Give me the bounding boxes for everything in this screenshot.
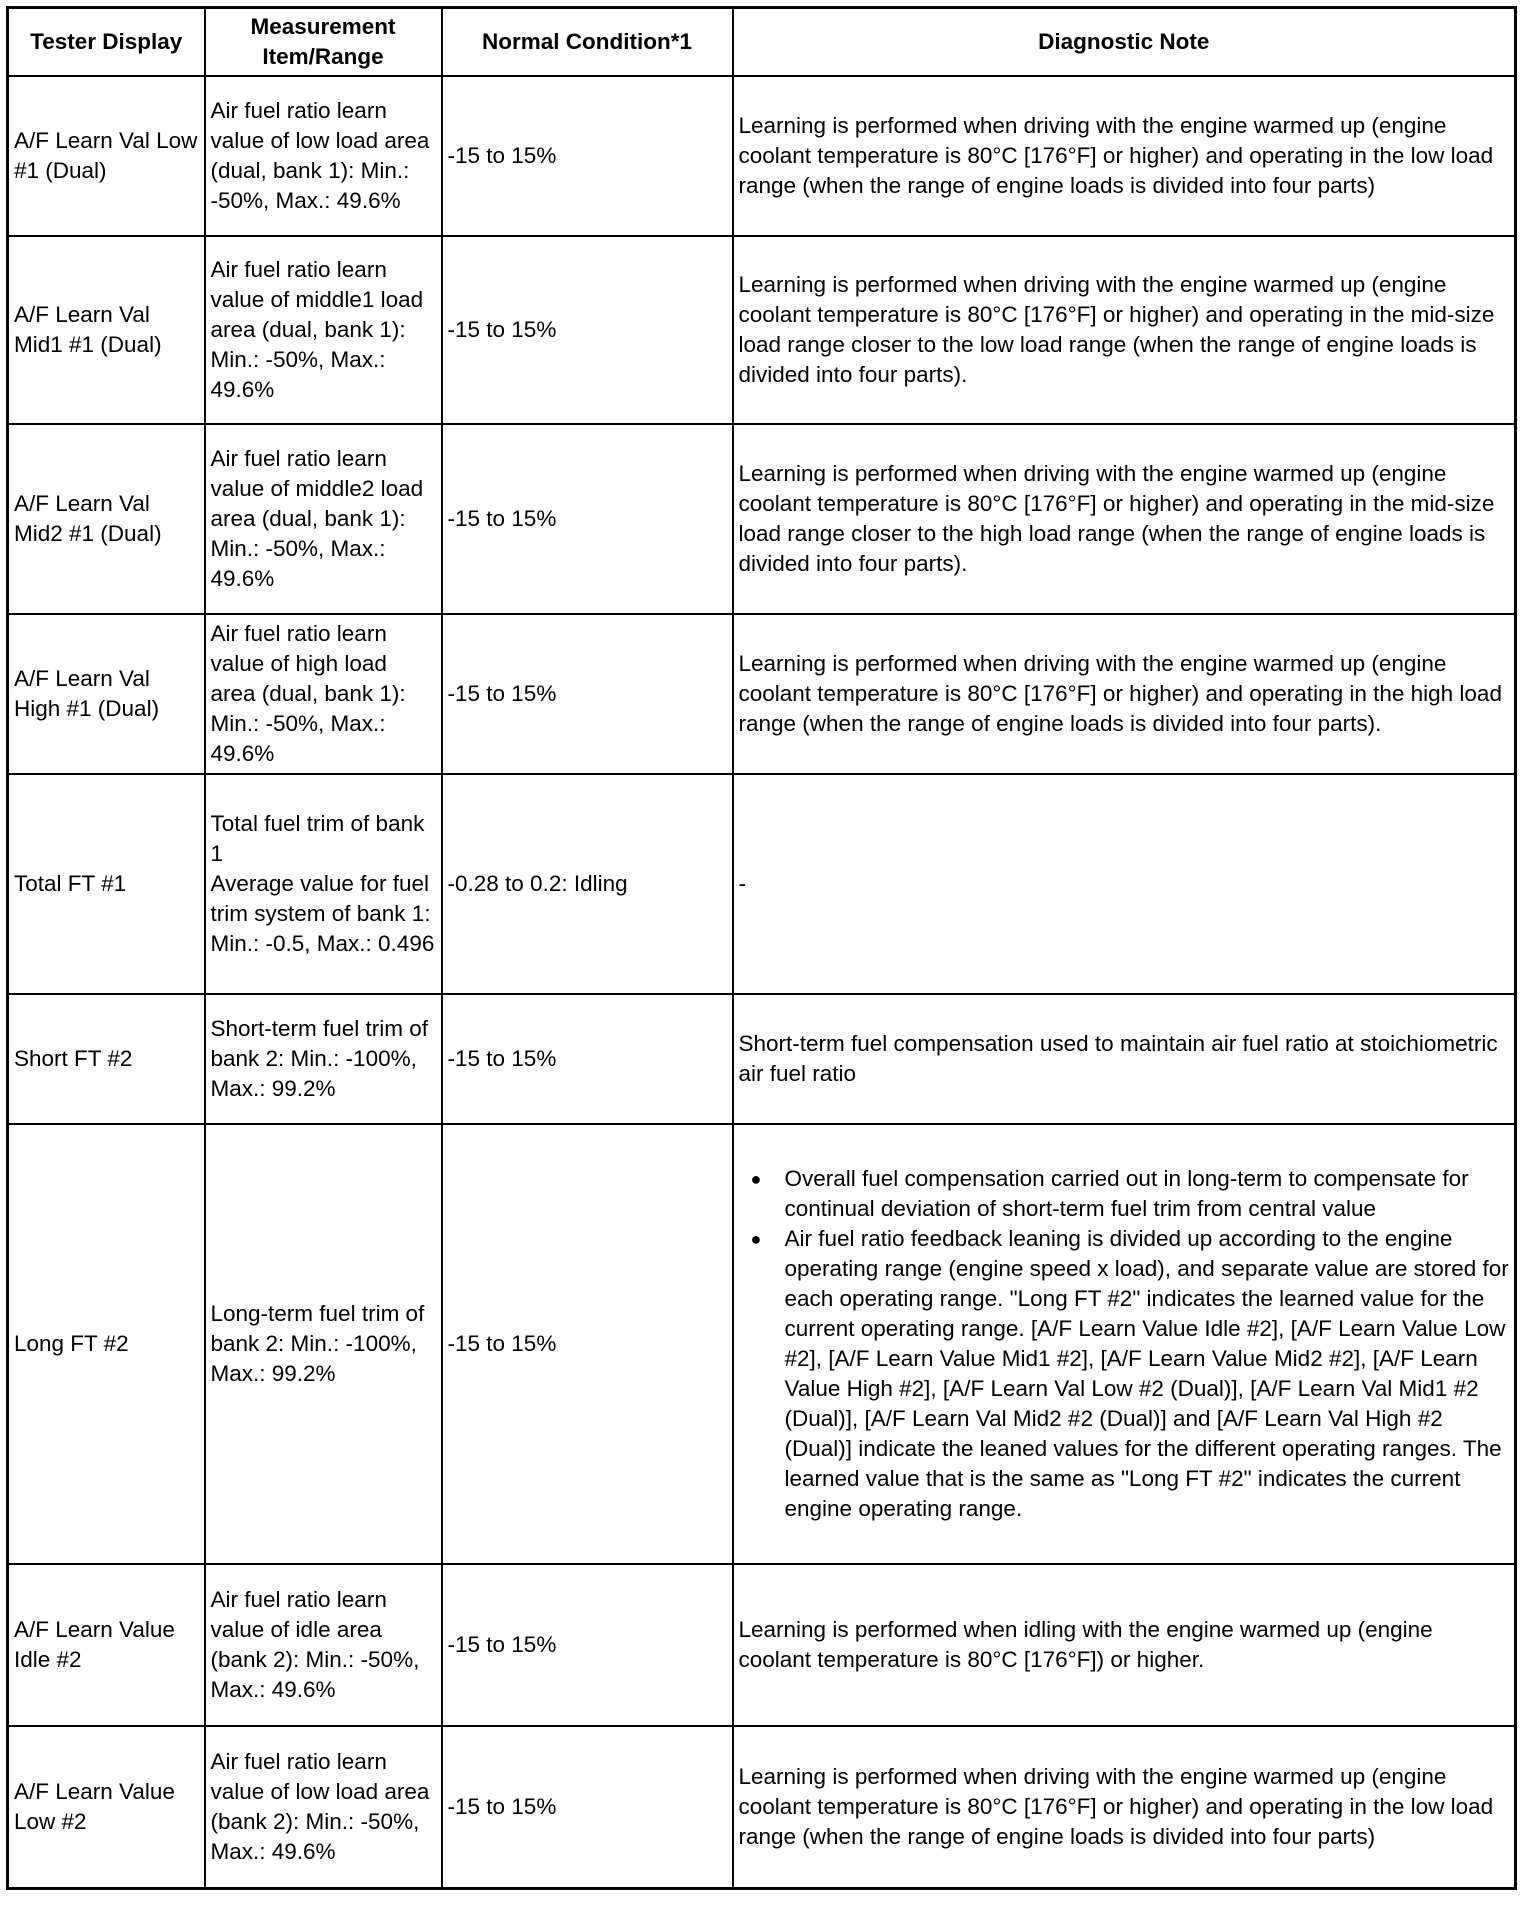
cell-normal-condition: -0.28 to 0.2: Idling [442,774,733,994]
cell-diagnostic-note: Learning is performed when driving with the engine warmed up (engine coolant temperature is 80°C [176°F] or higher) and operating in the mid-size load range closer to the low load range (when the range of engine loads is divided into four parts). [733,236,1516,424]
diagnostic-note-list [739,1164,1510,1524]
cell-diagnostic-note: - [733,774,1516,994]
list-item-text: Overall fuel compensation carried out in long-term to compensate for continual deviation of short-term fuel trim from central value [784,1166,1469,1221]
cell-normal-condition: -15 to 15% [442,1726,733,1888]
cell-normal-condition: -15 to 15% [442,994,733,1124]
item-line: Total fuel trim of bank 1 [210,811,425,866]
cell-diagnostic-note: Learning is performed when driving with the engine warmed up (engine coolant temperature is 80°C [176°F] or higher) and operating in the high load range (when the range of engine loads is divided into four parts). [733,614,1516,774]
cell-diagnostic-note: Learning is performed when driving with the engine warmed up (engine coolant temperature is 80°C [176°F] or higher) and operating in the low load range (when the range of engine loads is divided into four parts) [733,76,1516,236]
cell-normal-condition: -15 to 15% [442,424,733,614]
table-header-row [8,8,1516,77]
cell-tester-display: A/F Learn Val Mid2 #1 (Dual) [8,424,205,614]
list-item [750,1224,1510,1524]
cell-normal-condition: -15 to 15% [442,236,733,424]
table-row [8,614,1516,774]
cell-diagnostic-note: Learning is performed when idling with the engine warmed up (engine coolant temperature is 80°C [176°F]) or higher. [733,1564,1516,1726]
cell-tester-display: A/F Learn Value Idle #2 [8,1564,205,1726]
cell-measurement-item: Short-term fuel trim of bank 2: Min.: -100%, Max.: 99.2% [205,994,442,1124]
cell-normal-condition: -15 to 15% [442,1124,733,1564]
header-measurement-item: Measurement Item/Range [205,8,442,77]
list-item-text: Air fuel ratio feedback leaning is divided up according to the engine operating range (engine speed x load), and separate value are stored for each operating range. "Long FT #2" indicates the learned value for the current operating range. [A/F Learn Value Idle #2], [A/F Learn Value Low #2], [A/F Learn Value Mid1 #2], [A/F Learn Value Mid2 #2], [A/F Learn Value High #2], [A/F Learn Val Low #2 (Dual)], [A/F Learn Val Mid1 #2 (Dual)], [A/F Learn Val Mid2 #2 (Dual)] and [A/F Learn Val High #2 (Dual)] indicate the leaned values for the different operating ranges. The learned value that is the same as "Long FT #2" indicates the current engine operating range. [784,1226,1509,1521]
table-row [8,1564,1516,1726]
table-row [8,424,1516,614]
cell-tester-display: A/F Learn Val Mid1 #1 (Dual) [8,236,205,424]
cell-normal-condition: -15 to 15% [442,1564,733,1726]
cell-tester-display: Total FT #1 [8,774,205,994]
table-row [8,76,1516,236]
table-row [8,774,1516,994]
cell-diagnostic-note: Learning is performed when driving with the engine warmed up (engine coolant temperature is 80°C [176°F] or higher) and operating in the mid-size load range closer to the high load range (when the range of engine loads is divided into four parts). [733,424,1516,614]
cell-measurement-item: Air fuel ratio learn value of middle2 load area (dual, bank 1): Min.: -50%, Max.: 49.6% [205,424,442,614]
cell-measurement-item: Air fuel ratio learn value of low load area (dual, bank 1): Min.: -50%, Max.: 49.6% [205,76,442,236]
cell-tester-display: Short FT #2 [8,994,205,1124]
cell-measurement-item [205,774,442,994]
cell-diagnostic-note [733,1124,1516,1564]
list-item [750,1164,1510,1224]
bullet-icon: ● [750,1229,762,1249]
item-line: Min.: -0.5, Max.: 0.496 [210,931,435,956]
cell-normal-condition: -15 to 15% [442,76,733,236]
cell-measurement-item: Air fuel ratio learn value of low load area (bank 2): Min.: -50%, Max.: 49.6% [205,1726,442,1888]
cell-tester-display: A/F Learn Val High #1 (Dual) [8,614,205,774]
item-line: Average value for fuel trim system of bank 1: [210,871,431,926]
cell-measurement-item: Long-term fuel trim of bank 2: Min.: -100%, Max.: 99.2% [205,1124,442,1564]
data-list-table [6,6,1517,1890]
cell-measurement-item: Air fuel ratio learn value of middle1 load area (dual, bank 1): Min.: -50%, Max.: 49.6% [205,236,442,424]
cell-tester-display: A/F Learn Val Low #1 (Dual) [8,76,205,236]
table-row [8,994,1516,1124]
table-row [8,1726,1516,1888]
cell-measurement-item: Air fuel ratio learn value of high load area (dual, bank 1): Min.: -50%, Max.: 49.6% [205,614,442,774]
header-diagnostic-note: Diagnostic Note [733,8,1516,77]
cell-measurement-item: Air fuel ratio learn value of idle area (bank 2): Min.: -50%, Max.: 49.6% [205,1564,442,1726]
table-row [8,1124,1516,1564]
header-tester-display: Tester Display [8,8,205,77]
cell-diagnostic-note: Learning is performed when driving with the engine warmed up (engine coolant temperature is 80°C [176°F] or higher) and operating in the low load range (when the range of engine loads is divided into four parts) [733,1726,1516,1888]
cell-tester-display: Long FT #2 [8,1124,205,1564]
cell-diagnostic-note: Short-term fuel compensation used to maintain air fuel ratio at stoichiometric air fuel ratio [733,994,1516,1124]
header-normal-condition: Normal Condition*1 [442,8,733,77]
table-row [8,236,1516,424]
cell-normal-condition: -15 to 15% [442,614,733,774]
cell-tester-display: A/F Learn Value Low #2 [8,1726,205,1888]
bullet-icon: ● [750,1169,762,1189]
